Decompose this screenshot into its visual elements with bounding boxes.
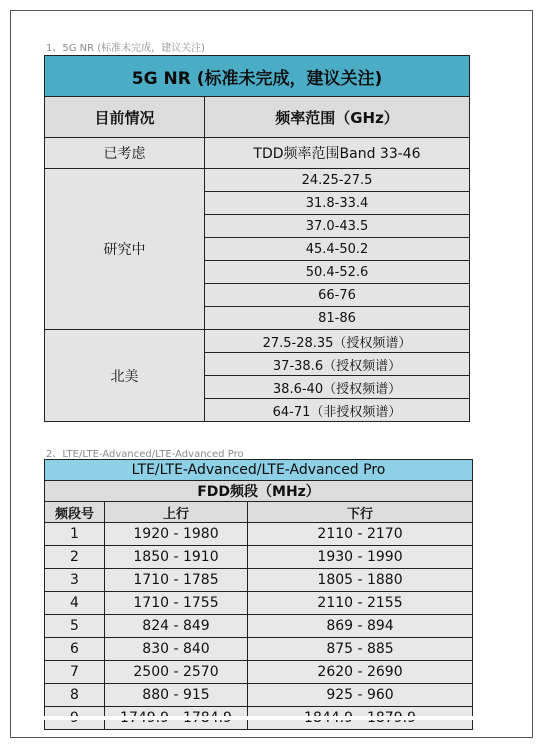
band-cell: 3 (45, 569, 105, 592)
frequency-cell: 37-38.6（授权频谱） (205, 353, 470, 376)
downlink-cell: 875 - 885 (248, 638, 473, 661)
column-header-downlink: 下行 (248, 502, 473, 523)
frequency-cell: 45.4-50.2 (205, 238, 470, 261)
frequency-cell: 64-71（非授权频谱） (205, 399, 470, 422)
table-row (45, 615, 473, 638)
table-row (45, 684, 473, 707)
table-row (45, 569, 473, 592)
5g-nr-table (44, 55, 470, 422)
band-cell: 6 (45, 638, 105, 661)
table-row (45, 138, 470, 169)
frequency-cell: TDD频率范围Band 33-46 (205, 138, 470, 169)
downlink-cell: 1930 - 1990 (248, 546, 473, 569)
table-title: LTE/LTE-Advanced/LTE-Advanced Pro (45, 460, 473, 481)
band-cell: 1 (45, 523, 105, 546)
section2-caption: 2、LTE/LTE-Advanced/LTE-Advanced Pro (46, 449, 244, 460)
table-row (45, 330, 470, 353)
table-row (45, 546, 473, 569)
frequency-cell: 24.25-27.5 (205, 169, 470, 192)
downlink-cell: 2620 - 2690 (248, 661, 473, 684)
band-cell: 7 (45, 661, 105, 684)
status-cell: 北美 (45, 330, 205, 422)
status-cell: 研究中 (45, 169, 205, 330)
table-row (45, 592, 473, 615)
uplink-cell: 2500 - 2570 (105, 661, 248, 684)
band-cell: 2 (45, 546, 105, 569)
column-header-band: 频段号 (45, 502, 105, 523)
lte-fdd-table (44, 459, 473, 730)
uplink-cell: 1710 - 1785 (105, 569, 248, 592)
table-row (45, 523, 473, 546)
table-row (45, 638, 473, 661)
table-row (45, 169, 470, 192)
section1-caption: 1、5G NR (标准未完成，建议关注) (46, 43, 206, 54)
column-header-status: 目前情况 (45, 97, 205, 138)
frequency-cell: 50.4-52.6 (205, 261, 470, 284)
downlink-cell: 2110 - 2170 (248, 523, 473, 546)
frequency-cell: 81-86 (205, 307, 470, 330)
frequency-cell: 31.8-33.4 (205, 192, 470, 215)
downlink-cell: 1805 - 1880 (248, 569, 473, 592)
uplink-cell: 880 - 915 (105, 684, 248, 707)
downlink-cell: 925 - 960 (248, 684, 473, 707)
band-cell: 4 (45, 592, 105, 615)
column-header-frequency: 频率范围（GHz） (205, 97, 470, 138)
frequency-cell: 66-76 (205, 284, 470, 307)
downlink-cell: 869 - 894 (248, 615, 473, 638)
table-title: 5G NR (标准未完成，建议关注) (45, 56, 470, 97)
uplink-cell: 830 - 840 (105, 638, 248, 661)
band-cell: 8 (45, 684, 105, 707)
uplink-cell: 1710 - 1755 (105, 592, 248, 615)
table-subtitle: FDD频段（MHz） (45, 481, 473, 502)
frequency-cell: 38.6-40（授权频谱） (205, 376, 470, 399)
downlink-cell: 2110 - 2155 (248, 592, 473, 615)
uplink-cell: 824 - 849 (105, 615, 248, 638)
status-cell: 已考虑 (45, 138, 205, 169)
column-header-uplink: 上行 (105, 502, 248, 523)
frequency-cell: 27.5-28.35（授权频谱） (205, 330, 470, 353)
uplink-cell: 1920 - 1980 (105, 523, 248, 546)
table-row (45, 661, 473, 684)
page-clip (44, 716, 474, 720)
frequency-cell: 37.0-43.5 (205, 215, 470, 238)
uplink-cell: 1850 - 1910 (105, 546, 248, 569)
band-cell: 5 (45, 615, 105, 638)
